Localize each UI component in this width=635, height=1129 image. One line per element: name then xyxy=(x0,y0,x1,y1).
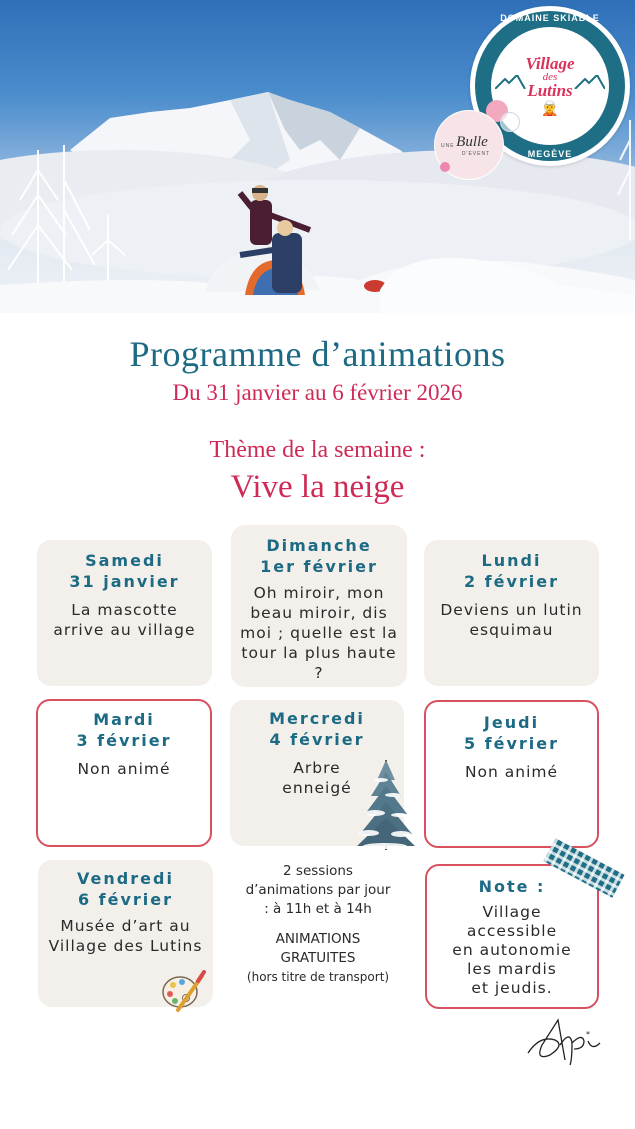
sessions-line-3: : à 11h et à 14h xyxy=(264,901,372,917)
day-activity: Deviens un lutin esquimau xyxy=(440,601,583,639)
day-activity: Non animé xyxy=(464,763,559,781)
note-line-5: et jeudis. xyxy=(471,979,553,997)
day-name: Samedi xyxy=(85,551,164,570)
day-date: 4 février xyxy=(269,730,365,749)
day-activity: Musée d’art au Village des Lutins xyxy=(48,917,203,955)
note-title: Note : xyxy=(478,877,546,896)
day-card-samedi xyxy=(37,540,212,686)
free-line-2: GRATUITES xyxy=(280,950,356,966)
note-line-2: accessible xyxy=(466,922,558,940)
theme-label: Thème de la semaine : xyxy=(209,437,426,463)
note-card xyxy=(425,864,599,1009)
day-date: 5 février xyxy=(463,734,560,753)
day-card-jeudi xyxy=(424,700,599,848)
theme-value: Vive la neige xyxy=(230,469,405,505)
paint-palette-icon xyxy=(160,970,206,1012)
page-title: Programme d’animations xyxy=(129,334,506,374)
logo-bottom-arc-text: MEGÈVE xyxy=(527,149,573,159)
day-activity: Non animé xyxy=(77,760,171,778)
clear-bubble-icon xyxy=(500,112,520,132)
day-date: 31 janvier xyxy=(69,572,180,591)
logo-village-text: Village xyxy=(525,53,575,73)
sessions-line-1: 2 sessions xyxy=(283,863,353,879)
svg-text:*: * xyxy=(586,1030,590,1039)
partner-suffix: D'EVENT xyxy=(461,150,491,157)
logo-lutins-text: Lutins xyxy=(527,80,573,100)
day-activity: Arbre enneigé xyxy=(282,759,352,797)
logo-des-text: des xyxy=(542,70,558,83)
sessions-line-2: d’animations par jour xyxy=(245,882,391,898)
day-date: 6 février xyxy=(77,890,174,909)
snowy-tree-icon xyxy=(355,758,417,853)
day-card-lundi xyxy=(424,540,599,686)
day-card-dimanche xyxy=(231,525,407,687)
alpi-signature xyxy=(520,1015,605,1070)
day-name: Mercredi xyxy=(269,709,365,728)
partner-name: Bulle xyxy=(456,133,488,150)
day-date: 3 février xyxy=(76,731,172,750)
logo-top-arc-text: DOMAINE SKIABLE xyxy=(500,13,600,23)
day-activity: La mascotte arrive au village xyxy=(53,601,196,639)
day-card-mardi xyxy=(36,699,212,847)
day-name: Mardi xyxy=(93,710,155,729)
day-name: Jeudi xyxy=(483,713,540,732)
elf-mascot-icon: 🧝 xyxy=(541,100,559,117)
day-name: Vendredi xyxy=(77,869,174,888)
day-name: Dimanche xyxy=(266,536,372,555)
transport-note: (hors titre de transport) xyxy=(246,970,390,984)
day-date: 1er février xyxy=(260,557,378,576)
partner-prefix: UNE xyxy=(441,143,455,149)
note-line-3: en autonomie xyxy=(452,941,572,959)
note-line-1: Village xyxy=(482,903,542,921)
small-pink-bubble-icon xyxy=(440,162,450,172)
day-date: 2 février xyxy=(463,572,560,591)
note-line-4: les mardis xyxy=(467,960,557,978)
day-activity: Oh miroir, mon beau miroir, dis moi ; quelle est la tour la plus haute ? xyxy=(240,584,398,682)
date-range: Du 31 janvier au 6 février 2026 xyxy=(172,380,463,405)
day-name: Lundi xyxy=(481,551,542,570)
sessions-info xyxy=(228,862,408,987)
free-line-1: ANIMATIONS xyxy=(275,931,361,947)
mountain-peaks-icon xyxy=(495,75,605,89)
